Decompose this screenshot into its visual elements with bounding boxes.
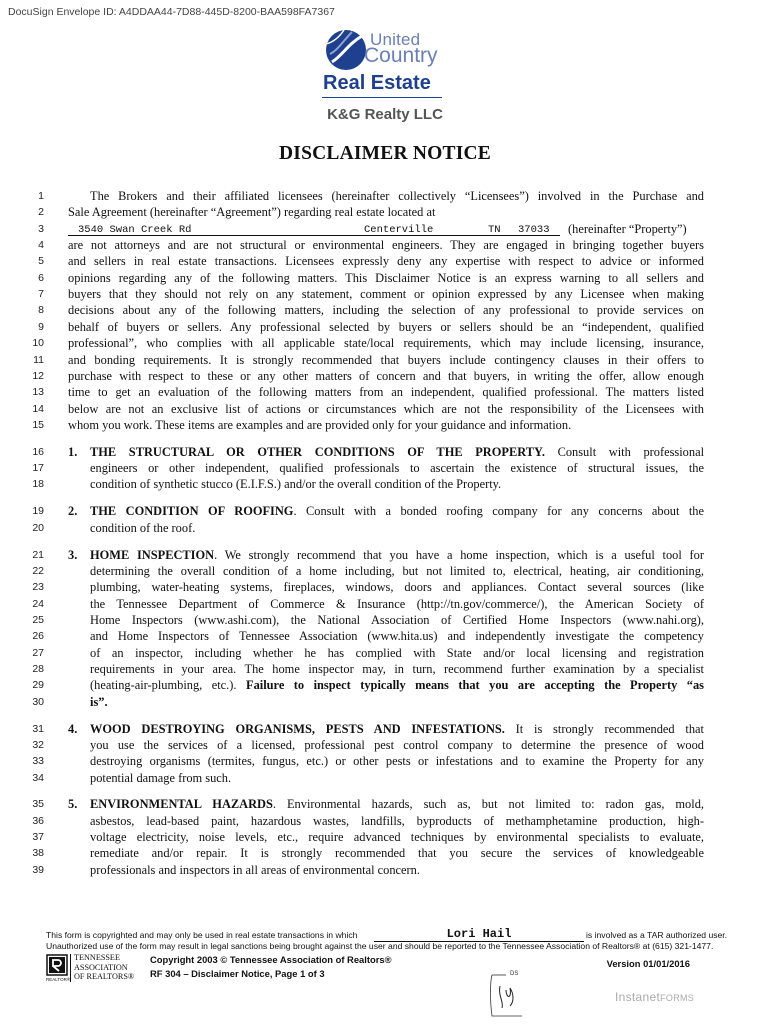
- section-line: [90, 796, 704, 812]
- section-number: 4.: [68, 721, 78, 736]
- line-number: 26: [32, 630, 44, 643]
- line-number: 7: [38, 288, 44, 301]
- paragraph-line: below are not an exclusive list of actions or circumstances which are not the responsibility of the Licensees with: [68, 401, 704, 416]
- section-text: . Consult with a bonded roofing company for any concerns about the: [293, 504, 704, 519]
- body-line: [22, 368, 762, 384]
- body-line: [22, 444, 762, 460]
- line-number: 37: [32, 831, 44, 844]
- body-line: [22, 737, 762, 753]
- line-number: 22: [32, 564, 44, 577]
- body-line: [22, 476, 762, 492]
- docusign-initials[interactable]: [488, 972, 528, 1022]
- paragraph-line: professional”, who complies with all applicable state/local requirements, which may include licensing, insurance,: [68, 336, 704, 351]
- paragraph-line: behalf of buyers or sellers. Any professional selected by buyers or sellers should be an “independent, qualified: [68, 319, 704, 334]
- body-line: [22, 401, 762, 417]
- tar-logo-line-1: TENNESSEE: [74, 953, 120, 962]
- body-line: [22, 813, 762, 829]
- body-line: [22, 286, 762, 302]
- body-line: [22, 596, 762, 612]
- section-text: of an inspector, including whether he has complied with State and/or local licensing and registration: [90, 645, 704, 660]
- body-line: [22, 753, 762, 769]
- section-heading: ENVIRONMENTAL HAZARDS: [90, 797, 273, 812]
- section-heading: HOME INSPECTION: [90, 547, 215, 562]
- line-number: 17: [32, 462, 44, 475]
- brokerage-name: K&G Realty LLC: [327, 106, 443, 123]
- line-number: 13: [32, 386, 44, 399]
- section-heading: THE STRUCTURAL OR OTHER CONDITIONS OF THE PROPERTY.: [90, 444, 545, 459]
- body-line: [22, 694, 762, 710]
- section-line: [90, 503, 704, 519]
- section-line: [90, 460, 704, 476]
- logo-real-estate: Real Estate: [323, 72, 431, 94]
- section-line: [90, 862, 704, 878]
- section-line: [90, 845, 704, 861]
- section-line: [90, 579, 704, 595]
- body-line: [22, 862, 762, 878]
- section-text: . Environmental hazards, such as, but not limited to: radon gas, mold,: [272, 797, 704, 812]
- section-text: determining the overall condition of a home including, but not limited to, electrical, heating, air conditioning,: [90, 563, 704, 578]
- hereinafter-property: (hereinafter “Property”): [568, 221, 687, 236]
- body-line: [22, 829, 762, 845]
- property-city: Centerville: [364, 223, 434, 236]
- instanet-logo: [615, 990, 694, 1004]
- section-line: [90, 770, 704, 786]
- section-line: [90, 694, 704, 710]
- body-line: [22, 302, 762, 318]
- body-line: [22, 384, 762, 400]
- section-text: professionals and inspectors in all areas of environmental concern.: [90, 862, 420, 877]
- section-line: [90, 813, 704, 829]
- body-line: [22, 417, 762, 433]
- line-number: 4: [38, 239, 44, 252]
- section-line: [90, 677, 704, 693]
- paragraph-line: opinions regarding any of the following matters. This Disclaimer Notice is an express warning to all sellers and: [68, 270, 704, 285]
- footer-authorized-user: is involved as a TAR authorized user.: [586, 930, 728, 940]
- paragraph-line: and sellers in real estate transactions. Licensees expressly deny any expertise with respect to advice or informed: [68, 254, 704, 269]
- section-line: [90, 444, 704, 460]
- section-line: [90, 612, 704, 628]
- section-line: [90, 829, 704, 845]
- section-bold-text: is”.: [90, 694, 108, 709]
- line-number: 6: [38, 271, 44, 284]
- tar-logo-line-2: ASSOCIATION: [74, 962, 128, 972]
- body-line: [22, 221, 762, 237]
- section-line: [90, 628, 704, 644]
- section-text: Home Inspectors (www.ashi.com), the National Association of Certified Home Inspectors (www.nahi.org),: [90, 612, 704, 627]
- body-line: [22, 661, 762, 677]
- line-number: 21: [32, 548, 44, 561]
- line-number: 33: [32, 755, 44, 768]
- instanet-word: Instanet: [615, 990, 661, 1004]
- section-text: asbestos, lead-based paint, hazardous wastes, landfills, byproducts of methamphetamine production, high-: [90, 813, 704, 828]
- line-number: 27: [32, 646, 44, 659]
- section-line: [90, 753, 704, 769]
- section-line: [90, 661, 704, 677]
- body-line: [22, 770, 762, 786]
- line-number: 38: [32, 847, 44, 860]
- line-number: 20: [32, 521, 44, 534]
- paragraph-line: are not attorneys and are not structural or environmental engineers. They are engaged in bringing together buyers: [68, 238, 704, 253]
- line-number: 16: [32, 445, 44, 458]
- section-line: [90, 645, 704, 661]
- line-number: 23: [32, 581, 44, 594]
- body-line: [22, 645, 762, 661]
- footer-line-2: Unauthorized use of the form may result in legal sanctions being brought against the user and should be reported to the Tennessee Association of Realtors® at (615) 321-1477.: [46, 941, 714, 951]
- body-line: [22, 188, 762, 204]
- section-text: the Tennessee Department of Commerce & Insurance (http://tn.gov/commerce/), the American Society of: [90, 596, 704, 611]
- body-line: [22, 237, 762, 253]
- section-line: [90, 476, 704, 492]
- logo-rule: [322, 97, 442, 98]
- line-number: 2: [38, 206, 44, 219]
- section-text: condition of synthetic stucco (E.I.F.S.) and/or the overall condition of the Property.: [90, 477, 502, 492]
- body-line: [22, 845, 762, 861]
- envelope-id: DocuSign Envelope ID: A4DDAA44-7D88-445D-8200-BAA598FA7367: [8, 6, 335, 18]
- section-line: [90, 721, 704, 737]
- ds-label: DS: [510, 971, 519, 977]
- section-text: It is strongly recommended that: [515, 721, 704, 736]
- initials-signature-icon: [488, 972, 528, 1022]
- line-number: 19: [32, 505, 44, 518]
- line-number: 35: [32, 798, 44, 811]
- paragraph-line: purchase with respect to these or any other matters of concern and that buyers, in writing the offer, allow enough: [68, 368, 704, 383]
- section-line: [90, 520, 704, 536]
- paragraph-line: time to get an evaluation of the following matters from an independent, qualified professional. The matters listed: [68, 385, 704, 400]
- line-number: 8: [38, 304, 44, 317]
- paragraph-line: Sale Agreement (hereinafter “Agreement”) regarding real estate located at: [68, 205, 436, 220]
- form-id: RF 304 – Disclaimer Notice, Page 1 of 3: [150, 968, 325, 979]
- line-number: 1: [38, 190, 44, 202]
- section-text: destroying organisms (termites, fungus, etc.) or other pests or infestations and to examine the Property for any: [90, 754, 704, 769]
- section-bold-warning: Failure to inspect typically means that you are accepting the Property “as: [246, 678, 704, 693]
- line-number: 11: [33, 353, 44, 366]
- paragraph-line: buyers that they should not rely on any statement, comment or opinion expressed by any Licensee when making: [68, 287, 704, 302]
- tar-logo-line-3: OF REALTORS®: [74, 972, 135, 981]
- property-zip: 37033: [518, 223, 550, 236]
- tar-logo: [46, 954, 142, 984]
- section-text: Consult with professional: [557, 444, 705, 459]
- line-number: 34: [32, 771, 44, 784]
- section-number: 1.: [68, 444, 78, 459]
- section-text: . We strongly recommend that you have a home inspection, which is a useful tool for: [214, 547, 704, 562]
- section-line: [90, 737, 704, 753]
- line-number: 30: [32, 695, 44, 708]
- body-line: [22, 563, 762, 579]
- paragraph-line: and bonding requirements. It is strongly recommended that buyers include contingency clauses in their offers to: [68, 352, 704, 367]
- section-heading: THE CONDITION OF ROOFING: [90, 504, 294, 519]
- body-line: [22, 253, 762, 269]
- section-number: 5.: [68, 797, 78, 812]
- line-number: 15: [32, 418, 44, 431]
- body-line: [22, 503, 762, 519]
- section-line: [90, 563, 704, 579]
- section-text: and Home Inspectors of Tennessee Association (www.hita.us) and independently investigate the competency: [90, 629, 704, 644]
- logo-united: United: [370, 30, 421, 49]
- line-number: 14: [32, 402, 44, 415]
- line-number: 9: [38, 320, 44, 333]
- line-number: 29: [32, 679, 44, 692]
- body-line: [22, 204, 762, 220]
- section-number: 3.: [68, 547, 78, 562]
- paragraph-line: The Brokers and their affiliated licensees (hereinafter collectively “Licensees”) involved in the Purchase and: [90, 189, 704, 203]
- line-number: 12: [32, 369, 44, 382]
- line-number: 28: [32, 662, 44, 675]
- body-line: [22, 628, 762, 644]
- section-number: 2.: [68, 504, 78, 519]
- section-line: [90, 596, 704, 612]
- body-line: [22, 579, 762, 595]
- line-number: 24: [32, 597, 44, 610]
- section-heading: WOOD DESTROYING ORGANISMS, PESTS AND INFESTATIONS.: [90, 721, 505, 736]
- licensee-name: Lori Hail: [374, 927, 584, 942]
- body-line: [22, 352, 762, 368]
- body-line: [22, 520, 762, 536]
- line-number: 36: [32, 814, 44, 827]
- body-line: [22, 677, 762, 693]
- instanet-forms-word: FORMS: [660, 993, 695, 1003]
- section-text: engineers or other independent, qualified professionals to ascertain the existence of structural issues, the: [90, 461, 704, 476]
- paragraph-line: decisions about any of the following matters, including the selection of any professional to provide services on: [68, 303, 704, 318]
- line-number: 3: [38, 222, 44, 235]
- section-text: voltage electricity, noise levels, etc., require advanced techniques by environmental specialists to evaluate,: [90, 830, 704, 845]
- line-number: 25: [32, 613, 44, 626]
- line-number: 18: [32, 478, 44, 491]
- page-title: DISCLAIMER NOTICE: [279, 143, 491, 164]
- section-text: condition of the roof.: [90, 520, 196, 535]
- section-text: potential damage from such.: [90, 770, 232, 785]
- copyright-line: Copyright 2003 © Tennessee Association of Realtors®: [150, 954, 392, 965]
- section-text: requirements in your area. The home inspector may, in turn, recommend further examination by a specialist: [90, 661, 704, 676]
- line-number: 10: [32, 337, 44, 350]
- line-number: 32: [32, 738, 44, 751]
- section-text: (heating-air-plumbing, etc.).: [90, 678, 237, 693]
- line-number: 5: [38, 255, 44, 268]
- footer-line-1: [46, 927, 730, 941]
- paragraph-line: whom you work. These items are examples and are provided only for your guidance and information.: [68, 417, 572, 432]
- section-text: you use the services of a licensed, professional pest control company to determine the presence of wood: [90, 737, 704, 752]
- body-line: [22, 270, 762, 286]
- logo-country: Country: [364, 44, 438, 67]
- footer-copyright-notice: This form is copyrighted and may only be used in real estate transactions in which: [46, 930, 358, 940]
- body-line: [22, 612, 762, 628]
- section-text: remediate and/or repair. It is strongly recommended that you secure the services of knowledgeable: [90, 846, 704, 861]
- body-line: [22, 547, 762, 563]
- body-line: [22, 796, 762, 812]
- property-address-field: [68, 221, 560, 236]
- version: Version 01/01/2016: [606, 958, 690, 969]
- property-street: 3540 Swan Creek Rd: [78, 223, 192, 236]
- body-line: [22, 460, 762, 476]
- property-state: TN: [488, 223, 501, 236]
- realtor-mark: REALTOR®: [46, 977, 71, 982]
- body-line: [22, 319, 762, 335]
- section-text: plumbing, water-heating systems, fireplaces, windows, doors and appliances. Contact several sources (like: [90, 580, 704, 595]
- line-number: 31: [32, 722, 44, 735]
- body-line: [22, 335, 762, 351]
- section-line: [90, 547, 704, 563]
- line-number: 39: [32, 863, 44, 876]
- body-line: [22, 721, 762, 737]
